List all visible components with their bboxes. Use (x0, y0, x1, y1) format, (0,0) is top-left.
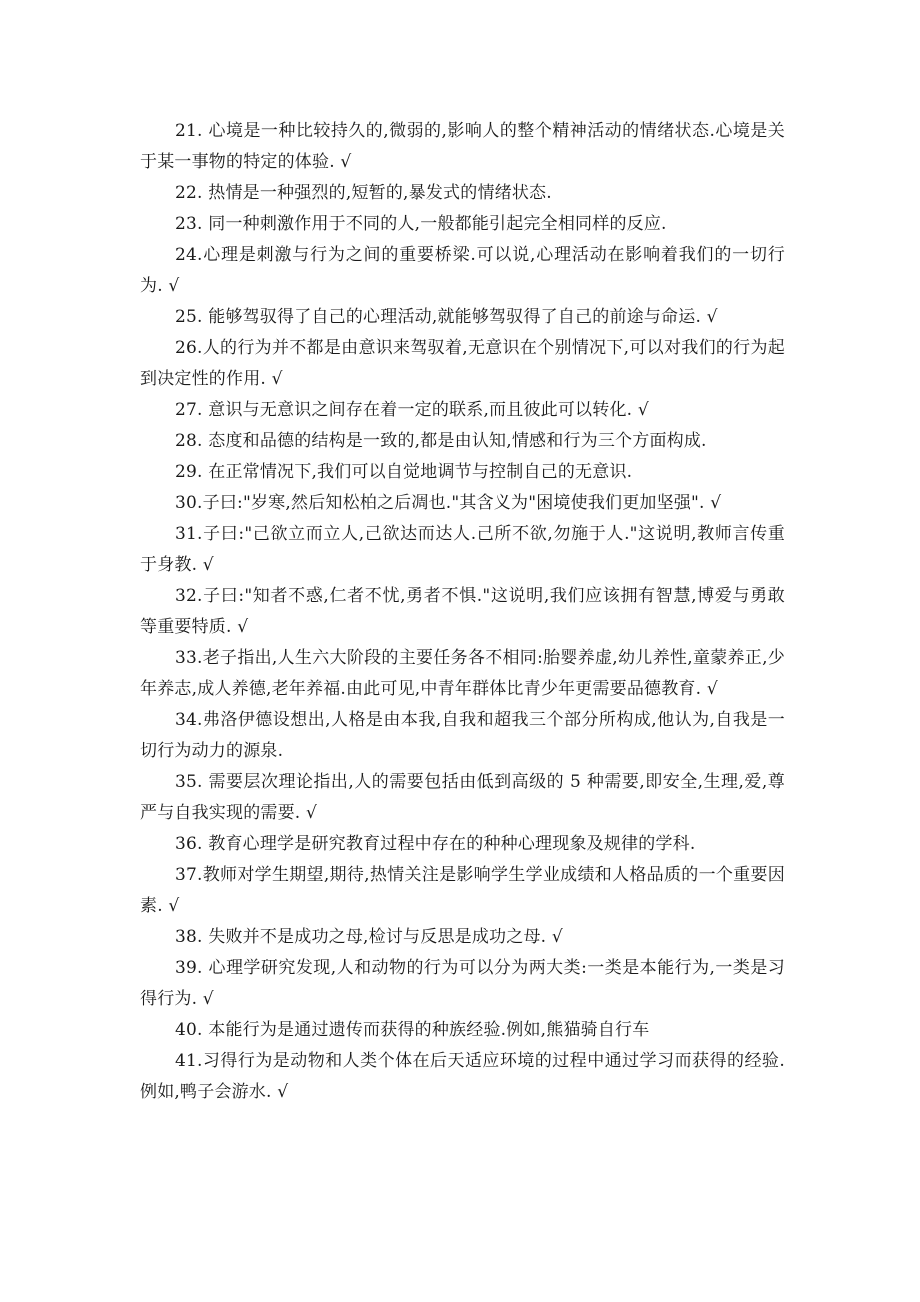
statement-26: 26.人的行为并不都是由意识来驾驭着,无意识在个别情况下,可以对我们的行为起到决定性的作用. √ (140, 338, 785, 389)
statement-25: 25. 能够驾驭得了自己的心理活动,就能够驾驭得了自己的前途与命运. √ (175, 307, 718, 327)
statement-40: 40. 本能行为是通过遗传而获得的种族经验.例如,熊猫骑自行车 (175, 1020, 650, 1040)
statement-37: 37.教师对学生期望,期待,热情关注是影响学生学业成绩和人格品质的一个重要因素. √ (140, 865, 785, 916)
statement-31: 31.子曰:"己欲立而立人,己欲达而达人.己所不欲,勿施于人."这说明,教师言传重于身教. √ (140, 524, 785, 575)
statement-32: 32.子曰:"知者不惑,仁者不忧,勇者不惧."这说明,我们应该拥有智慧,博爱与勇敢等重要特质. √ (140, 586, 785, 637)
statement-35: 35. 需要层次理论指出,人的需要包括由低到高级的 5 种需要,即安全,生理,爱,尊严与自我实现的需要. √ (140, 772, 785, 823)
statement-29: 29. 在正常情况下,我们可以自觉地调节与控制自己的无意识. (175, 462, 633, 482)
statement-41: 41.习得行为是动物和人类个体在后天适应环境的过程中通过学习而获得的经验.例如,鸭子会游水. √ (140, 1051, 785, 1102)
statement-27: 27. 意识与无意识之间存在着一定的联系,而且彼此可以转化. √ (175, 400, 649, 420)
statement-22: 22. 热情是一种强烈的,短暂的,暴发式的情绪状态. (175, 183, 552, 203)
statement-36: 36. 教育心理学是研究教育过程中存在的种种心理现象及规律的学科. (175, 834, 696, 854)
statement-38: 38. 失败并不是成功之母,检讨与反思是成功之母. √ (175, 927, 563, 947)
document-body (140, 116, 785, 1108)
statement-24: 24.心理是刺激与行为之间的重要桥梁.可以说,心理活动在影响着我们的一切行为. √ (140, 245, 785, 296)
statement-23: 23. 同一种刺激作用于不同的人,一般都能引起完全相同样的反应. (175, 214, 667, 234)
statement-34: 34.弗洛伊德设想出,人格是由本我,自我和超我三个部分所构成,他认为,自我是一切行为动力的源泉. (140, 710, 785, 761)
statement-33: 33.老子指出,人生六大阶段的主要任务各不相同:胎婴养虚,幼儿养性,童蒙养正,少年养志,成人养德,老年养福.由此可见,中青年群体比青少年更需要品德教育. √ (140, 648, 785, 699)
statement-39: 39. 心理学研究发现,人和动物的行为可以分为两大类:一类是本能行为,一类是习得行为. √ (140, 958, 785, 1009)
statement-30: 30.子曰:"岁寒,然后知松柏之后凋也."其含义为"困境使我们更加坚强". √ (175, 493, 722, 513)
statement-28: 28. 态度和品德的结构是一致的,都是由认知,情感和行为三个方面构成. (175, 431, 707, 451)
statement-21: 21. 心境是一种比较持久的,微弱的,影响人的整个精神活动的情绪状态.心境是关于某一事物的特定的体验. √ (140, 121, 785, 172)
